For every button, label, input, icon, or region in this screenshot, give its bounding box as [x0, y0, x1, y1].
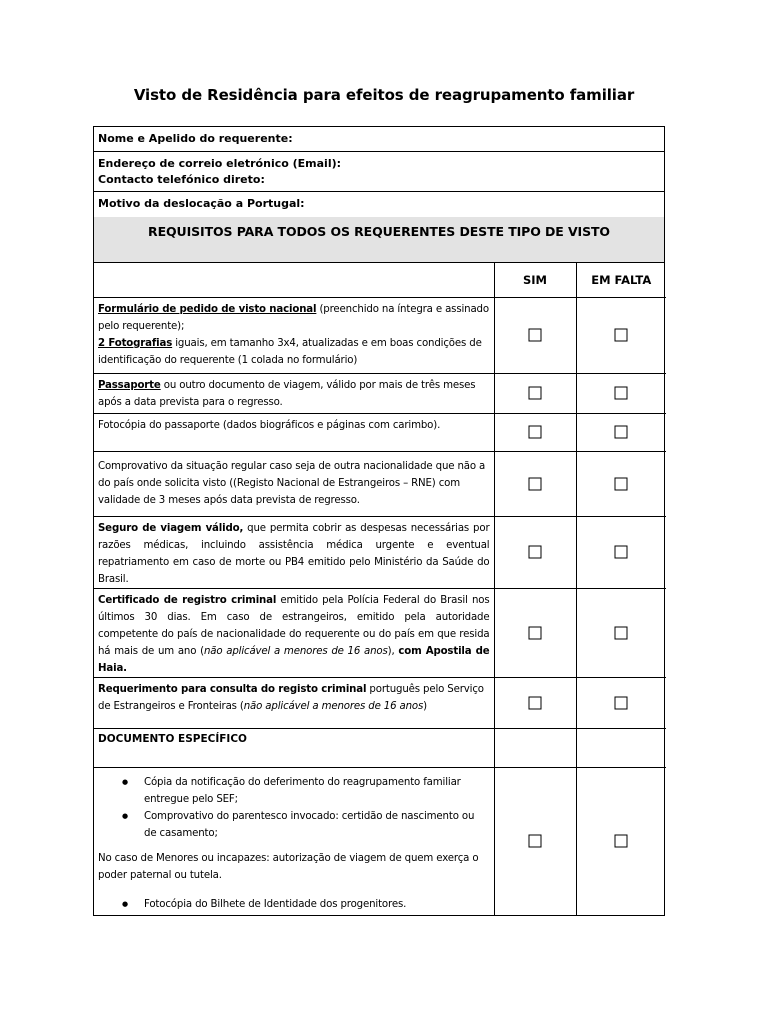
- requirement-text: iguais, em tamanho 3x4, atualizadas e em boas condições de identificação do requerente (1 colada no formulário): [98, 337, 482, 366]
- minors-note: No caso de Menores ou incapazes: autorização de viagem de quem exerça o poder paternal ou tutela.: [98, 852, 479, 881]
- specific-document-list: [94, 767, 494, 915]
- sim-cell: [494, 297, 576, 373]
- sim-cell: [494, 413, 576, 451]
- specific-document-header-row: [94, 728, 666, 767]
- requirement-text: português pelo Serviço de Estrangeiros e Fronteiras (: [98, 683, 484, 712]
- empty-cell: [494, 728, 576, 767]
- contact-field: [94, 152, 664, 192]
- name-field-label: Nome e Apelido do requerente:: [98, 132, 293, 145]
- list-item: ● Comprovativo do parentesco invocado: certidão de nascimento ou de casamento;: [144, 808, 490, 842]
- em-falta-checkbox[interactable]: [615, 387, 628, 400]
- sim-checkbox[interactable]: [529, 626, 542, 639]
- page-title: Visto de Residência para efeitos de reagrupamento familiar: [133, 86, 635, 104]
- specific-bullet-list-2: [98, 896, 490, 913]
- header-empty-cell: [94, 263, 494, 297]
- sim-checkbox[interactable]: [529, 546, 542, 559]
- specific-document-label: DOCUMENTO ESPECÍFICO: [94, 728, 494, 767]
- requirement-text: Comprovativo da situação regular caso seja de outra nacionalidade que não a do país onde solicita visto ((Registo Nacional de Estrangeiros – RNE) com validade de 3 meses após data prevista de regresso.: [98, 460, 486, 506]
- empty-cell: [576, 728, 666, 767]
- requirement-text: ): [423, 700, 427, 712]
- requirement-title: Passaporte: [98, 379, 161, 391]
- requirement-title: com Apostila de Haia.: [98, 645, 490, 674]
- requirement-regular-status: [94, 451, 494, 516]
- column-header-em-falta: EM FALTA: [576, 263, 666, 297]
- requirement-title: Certificado de registro criminal: [98, 594, 277, 606]
- requirement-text: ),: [387, 645, 399, 657]
- requirement-passport-copy: [94, 413, 494, 451]
- table-row: [94, 767, 666, 915]
- table-row: [94, 451, 666, 516]
- sim-checkbox[interactable]: [529, 835, 542, 848]
- em-falta-cell: [576, 451, 666, 516]
- requirements-form: [93, 126, 665, 916]
- requirement-text: emitido pela Polícia Federal do Brasil nos últimos 30 dias. Em caso de estrangeiros, emitido pela autoridade competente do país de nacionalidade do requerente ou do país em que resida há mais de um ano (: [98, 594, 490, 657]
- em-falta-cell: [576, 516, 666, 588]
- table-row: [94, 413, 666, 451]
- requirement-form-photos: [94, 297, 494, 373]
- em-falta-checkbox[interactable]: [615, 835, 628, 848]
- column-header-sim: SIM: [494, 263, 576, 297]
- em-falta-checkbox[interactable]: [615, 477, 628, 490]
- requirements-banner: [94, 217, 664, 263]
- requirement-criminal-record-query: [94, 677, 494, 728]
- requirement-title: 2 Fotografias: [98, 337, 173, 349]
- em-falta-cell: [576, 373, 666, 413]
- table-header-row: [94, 263, 666, 297]
- em-falta-cell: [576, 767, 666, 915]
- sim-cell: [494, 677, 576, 728]
- sim-cell: [494, 588, 576, 677]
- requirement-criminal-record: [94, 588, 494, 677]
- requirement-text: (preenchido na íntegra e assinado pelo requerente);: [98, 303, 489, 332]
- table-row: [94, 516, 666, 588]
- banner-text: REQUISITOS PARA TODOS OS REQUERENTES DESTE TIPO DE VISTO: [148, 224, 610, 239]
- requirement-travel-insurance: [94, 516, 494, 588]
- requirement-title: Seguro de viagem válido,: [98, 522, 244, 534]
- em-falta-checkbox[interactable]: [615, 626, 628, 639]
- list-item: ● Fotocópia do Bilhete de Identidade dos progenitores.: [144, 896, 490, 913]
- email-field-label: Endereço de correio eletrónico (Email):: [98, 157, 342, 170]
- sim-checkbox[interactable]: [529, 477, 542, 490]
- requirement-note: não aplicável a menores de 16 anos: [203, 645, 388, 657]
- requirement-note: não aplicável a menores de 16 anos: [243, 700, 424, 712]
- em-falta-checkbox[interactable]: [615, 426, 628, 439]
- table-row: [94, 588, 666, 677]
- requirements-table: [94, 263, 666, 915]
- requirement-title: Formulário de pedido de visto nacional: [98, 303, 317, 315]
- sim-cell: [494, 373, 576, 413]
- requirement-title: Requerimento para consulta do registo criminal: [98, 683, 367, 695]
- em-falta-checkbox[interactable]: [615, 546, 628, 559]
- table-row: [94, 297, 666, 373]
- sim-cell: [494, 451, 576, 516]
- specific-bullet-list: [98, 774, 490, 842]
- requirement-text: que permita cobrir as despesas necessárias por razões médicas, incluindo assistência médica urgente e eventual repatriamento em caso de morte ou PB4 emitido pelo Ministério da Saúde do Brasil.: [98, 522, 490, 585]
- em-falta-cell: [576, 677, 666, 728]
- em-falta-cell: [576, 413, 666, 451]
- em-falta-cell: [576, 588, 666, 677]
- sim-checkbox[interactable]: [529, 696, 542, 709]
- sim-checkbox[interactable]: [529, 387, 542, 400]
- list-item: ● Cópia da notificação do deferimento do reagrupamento familiar entregue pelo SEF;: [144, 774, 490, 808]
- em-falta-cell: [576, 297, 666, 373]
- phone-field-label: Contacto telefónico direto:: [98, 173, 265, 186]
- sim-checkbox[interactable]: [529, 329, 542, 342]
- motive-field: [94, 192, 664, 217]
- requirement-passport: [94, 373, 494, 413]
- em-falta-checkbox[interactable]: [615, 696, 628, 709]
- motive-field-label: Motivo da deslocação a Portugal:: [98, 197, 305, 210]
- table-row: [94, 677, 666, 728]
- em-falta-checkbox[interactable]: [615, 329, 628, 342]
- name-field: [94, 127, 664, 152]
- requirement-text: ou outro documento de viagem, válido por mais de três meses após a data prevista para o regresso.: [98, 379, 476, 408]
- sim-cell: [494, 516, 576, 588]
- sim-checkbox[interactable]: [529, 426, 542, 439]
- requirement-text: Fotocópia do passaporte (dados biográficos e páginas com carimbo).: [98, 419, 441, 431]
- sim-cell: [494, 767, 576, 915]
- table-row: [94, 373, 666, 413]
